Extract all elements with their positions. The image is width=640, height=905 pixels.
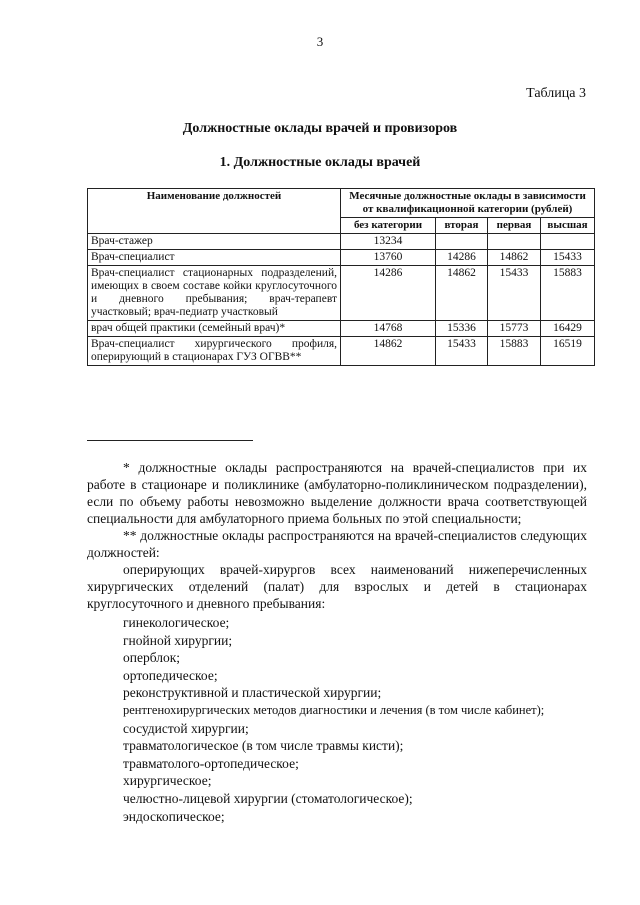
category-header-highest: высшая bbox=[541, 218, 595, 234]
category-header-second: вторая bbox=[436, 218, 488, 234]
list-item: челюстно-лицевой хирургии (стоматологическое); bbox=[123, 790, 413, 806]
list-item: травматолого-ортопедическое; bbox=[123, 755, 299, 771]
list-item: ортопедическое; bbox=[123, 667, 218, 683]
salary-cell: 15883 bbox=[488, 337, 541, 366]
salary-column-header: Месячные должностные оклады в зависимости от квалификационной категории (рублей) bbox=[341, 189, 595, 218]
salary-cell: 15433 bbox=[488, 266, 541, 321]
salary-cell bbox=[541, 234, 595, 250]
salary-cell: 14286 bbox=[341, 266, 436, 321]
footnote-single-asterisk: * должностные оклады распространяются на врачей-специалистов при их работе в стационаре и поликлинике (амбулаторно-поликлиническом подразделении), если по объему работы невозможно выделение должности врача соответствующей специальности для амбулаторного приема больных по этой специальности; bbox=[87, 460, 587, 526]
salary-cell: 16519 bbox=[541, 337, 595, 366]
salary-cell: 13234 bbox=[341, 234, 436, 250]
salary-cell: 15883 bbox=[541, 266, 595, 321]
salary-cell: 16429 bbox=[541, 321, 595, 337]
table-row bbox=[88, 337, 595, 366]
salary-cell: 13760 bbox=[341, 250, 436, 266]
list-item: рентгенохирургических методов диагностики и лечения (в том числе кабинет); bbox=[123, 702, 545, 717]
table-label: Таблица 3 bbox=[526, 86, 586, 101]
table-row bbox=[88, 266, 595, 321]
list-item: оперблок; bbox=[123, 650, 181, 666]
list-item: травматологическое (в том числе травмы кисти); bbox=[123, 738, 404, 754]
page-number: 3 bbox=[316, 34, 324, 49]
department-list bbox=[87, 614, 587, 825]
document-title: Должностные оклады врачей и провизоров bbox=[182, 121, 458, 136]
salary-cell: 14286 bbox=[436, 250, 488, 266]
footnote-divider bbox=[87, 440, 253, 441]
list-item: гнойной хирургии; bbox=[123, 632, 233, 648]
salary-cell: 15336 bbox=[436, 321, 488, 337]
footnotes bbox=[87, 459, 587, 825]
list-item: эндоскопическое; bbox=[123, 808, 225, 824]
salary-table bbox=[87, 188, 595, 366]
list-item: гинекологическое; bbox=[123, 615, 230, 630]
salary-cell: 14768 bbox=[341, 321, 436, 337]
category-header-first: первая bbox=[488, 218, 541, 234]
footnote-surgeons-intro: оперирующих врачей-хирургов всех наименований нижеперечисленных хирургических отделений (палат) для взрослых и детей в стационарах круглосуточного и дневного пребывания: bbox=[87, 562, 587, 611]
salary-cell: 14862 bbox=[341, 337, 436, 366]
table-header-row bbox=[88, 189, 595, 218]
position-cell: Врач-специалист стационарных подразделений, имеющих в своем составе койки круглосуточного и дневного пребывания; врач-терапевт участковый; врач-педиатр участковый bbox=[88, 266, 341, 321]
category-header-none: без категории bbox=[341, 218, 436, 234]
table-row bbox=[88, 250, 595, 266]
table-row bbox=[88, 321, 595, 337]
salary-cell bbox=[436, 234, 488, 250]
position-cell: врач общей практики (семейный врач)* bbox=[88, 321, 341, 337]
list-item: хирургическое; bbox=[123, 773, 212, 789]
position-column-header: Наименование должностей bbox=[88, 189, 341, 234]
position-cell: Врач-специалист bbox=[88, 250, 341, 266]
list-item: реконструктивной и пластической хирургии; bbox=[123, 685, 382, 701]
salary-cell bbox=[488, 234, 541, 250]
salary-cell: 14862 bbox=[436, 266, 488, 321]
salary-cell: 15433 bbox=[436, 337, 488, 366]
salary-cell: 15433 bbox=[541, 250, 595, 266]
section-title: 1. Должностные оклады врачей bbox=[219, 155, 421, 170]
list-item: сосудистой хирургии; bbox=[123, 720, 249, 736]
position-cell: Врач-специалист хирургического профиля, оперирующий в стационарах ГУЗ ОГВВ** bbox=[88, 337, 341, 366]
salary-cell: 14862 bbox=[488, 250, 541, 266]
footnote-double-asterisk: ** должностные оклады распространяются на врачей-специалистов следующих должностей: bbox=[87, 528, 587, 560]
position-cell: Врач-стажер bbox=[88, 234, 341, 250]
salary-cell: 15773 bbox=[488, 321, 541, 337]
table-row bbox=[88, 234, 595, 250]
